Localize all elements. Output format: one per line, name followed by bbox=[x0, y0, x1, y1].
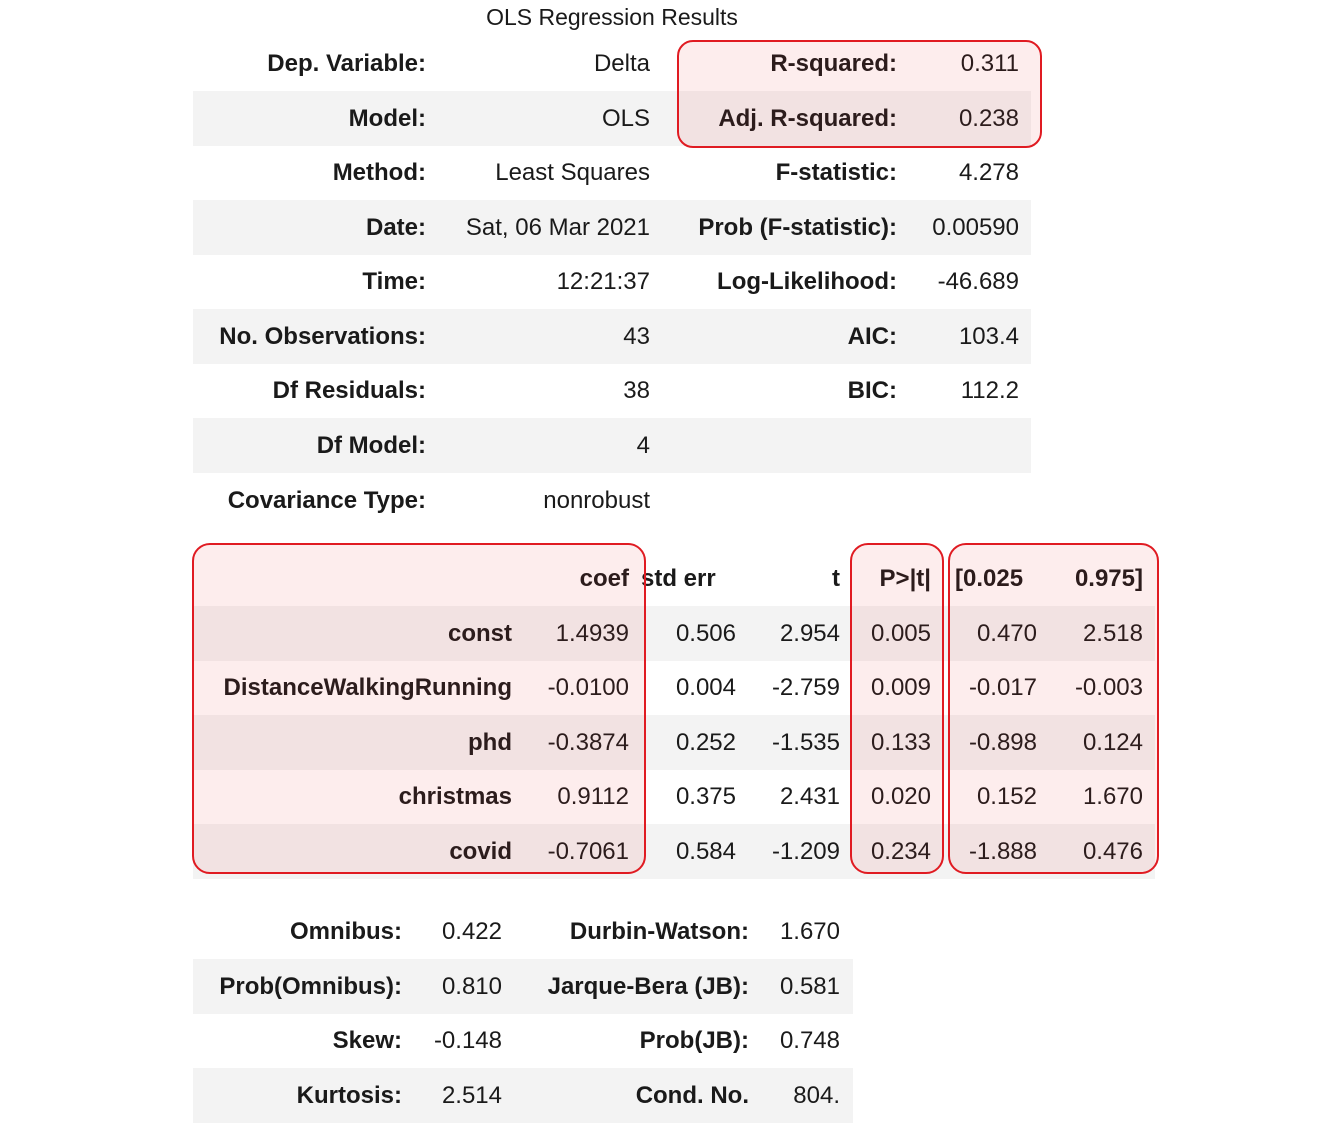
std-err-value: 0.506 bbox=[675, 620, 736, 647]
summary-value: 4 bbox=[636, 432, 650, 459]
p-value: 0.020 bbox=[870, 783, 931, 810]
diagnostic-label: Jarque-Bera (JB): bbox=[547, 973, 749, 1000]
variable-name: christmas bbox=[398, 783, 512, 810]
ci-lower-value: -1.888 bbox=[968, 838, 1037, 865]
summary-value: Least Squares bbox=[495, 159, 650, 186]
summary-label: F-statistic: bbox=[775, 159, 897, 186]
summary-label: AIC: bbox=[847, 323, 897, 350]
variable-name: const bbox=[447, 620, 512, 647]
summary-value: 0.311 bbox=[960, 50, 1019, 77]
table-row bbox=[193, 606, 1155, 661]
p-value: 0.133 bbox=[870, 729, 931, 756]
variable-name: DistanceWalkingRunning bbox=[223, 674, 512, 701]
t-value: -1.209 bbox=[771, 838, 840, 865]
coef-value: -0.0100 bbox=[547, 674, 629, 701]
diagnostics-row bbox=[193, 959, 853, 1014]
summary-row bbox=[193, 309, 1031, 364]
coef-value: -0.3874 bbox=[547, 729, 629, 756]
table-row bbox=[193, 660, 1155, 715]
diagnostic-value: 0.581 bbox=[779, 973, 840, 1000]
summary-label bbox=[650, 473, 897, 528]
coef-header-row bbox=[193, 551, 1155, 606]
p-value: 0.005 bbox=[870, 620, 931, 647]
ci-lower-value: -0.898 bbox=[968, 729, 1037, 756]
summary-label: BIC: bbox=[847, 377, 897, 404]
coef-value: 1.4939 bbox=[555, 620, 629, 647]
summary-table bbox=[193, 36, 1031, 528]
ci-lower-value: -0.017 bbox=[968, 674, 1037, 701]
summary-label: Model: bbox=[348, 105, 426, 132]
diagnostic-label: Kurtosis: bbox=[296, 1082, 402, 1109]
coef-header: coef bbox=[579, 565, 629, 592]
std-err-value: 0.252 bbox=[675, 729, 736, 756]
summary-label: Covariance Type: bbox=[227, 487, 426, 514]
diagnostic-value: 0.422 bbox=[441, 918, 502, 945]
summary-row bbox=[193, 91, 1031, 146]
summary-value: -46.689 bbox=[937, 268, 1019, 295]
summary-label: Df Model: bbox=[316, 432, 426, 459]
p-value: 0.009 bbox=[870, 674, 931, 701]
diagnostic-value: 0.748 bbox=[779, 1027, 840, 1054]
diagnostic-label: Durbin-Watson: bbox=[569, 918, 749, 945]
std-err-value: 0.584 bbox=[675, 838, 736, 865]
table-title: OLS Regression Results bbox=[486, 4, 738, 30]
summary-label: Prob (F-statistic): bbox=[698, 214, 897, 241]
coef-header: [0.025 bbox=[955, 565, 1024, 592]
ci-upper-value: 0.476 bbox=[1082, 838, 1143, 865]
table-row bbox=[193, 769, 1155, 824]
t-value: 2.431 bbox=[779, 783, 840, 810]
summary-value: 43 bbox=[623, 323, 650, 350]
diagnostic-label: Omnibus: bbox=[290, 918, 402, 945]
summary-label: Date: bbox=[365, 214, 426, 241]
summary-row bbox=[193, 473, 1031, 528]
std-err-value: 0.375 bbox=[675, 783, 736, 810]
summary-row bbox=[193, 418, 1031, 473]
summary-value: 4.278 bbox=[958, 159, 1019, 186]
summary-label: Method: bbox=[332, 159, 426, 186]
coef-header: std err bbox=[641, 565, 716, 592]
coef-header: P>|t| bbox=[879, 565, 931, 592]
ci-upper-value: 1.670 bbox=[1082, 783, 1143, 810]
summary-label: Time: bbox=[362, 268, 426, 295]
summary-value: 0.238 bbox=[958, 105, 1019, 132]
summary-value: 103.4 bbox=[958, 323, 1019, 350]
coef-value: -0.7061 bbox=[547, 838, 629, 865]
std-err-value: 0.004 bbox=[675, 674, 736, 701]
ci-upper-value: -0.003 bbox=[1074, 674, 1143, 701]
diagnostic-value: 2.514 bbox=[441, 1082, 502, 1109]
t-value: -1.535 bbox=[771, 729, 840, 756]
diagnostics-table bbox=[193, 904, 853, 1122]
table-row bbox=[193, 715, 1155, 770]
diagnostics-row bbox=[193, 904, 853, 959]
variable-name: phd bbox=[468, 729, 512, 756]
t-value: -2.759 bbox=[771, 674, 840, 701]
ci-lower-value: 0.470 bbox=[976, 620, 1037, 647]
t-value: 2.954 bbox=[779, 620, 840, 647]
coefficient-table bbox=[193, 551, 1155, 879]
diagnostics-row bbox=[193, 1068, 853, 1123]
coef-header: t bbox=[832, 565, 840, 592]
diagnostics-row bbox=[193, 1013, 853, 1068]
table-row bbox=[193, 824, 1155, 879]
diagnostic-value: 804. bbox=[793, 1082, 840, 1109]
summary-value bbox=[897, 473, 1019, 528]
coef-header bbox=[193, 551, 512, 606]
diagnostic-value: -0.148 bbox=[433, 1027, 502, 1054]
ci-upper-value: 0.124 bbox=[1082, 729, 1143, 756]
diagnostic-value: 0.810 bbox=[441, 973, 502, 1000]
summary-label: No. Observations: bbox=[219, 323, 426, 350]
variable-name: covid bbox=[449, 838, 512, 865]
summary-row bbox=[193, 145, 1031, 200]
summary-label: Adj. R-squared: bbox=[718, 105, 897, 132]
diagnostic-label: Prob(JB): bbox=[639, 1027, 749, 1054]
ci-upper-value: 2.518 bbox=[1082, 620, 1143, 647]
summary-label: R-squared: bbox=[770, 50, 897, 77]
summary-value: 0.00590 bbox=[932, 214, 1019, 241]
summary-label bbox=[650, 418, 897, 473]
summary-value: 112.2 bbox=[960, 377, 1019, 404]
coef-value: 0.9112 bbox=[557, 783, 629, 810]
diagnostic-value: 1.670 bbox=[779, 918, 840, 945]
p-value: 0.234 bbox=[870, 838, 931, 865]
summary-value: Delta bbox=[593, 50, 650, 77]
diagnostic-label: Skew: bbox=[332, 1027, 402, 1054]
summary-value bbox=[897, 418, 1019, 473]
ci-lower-value: 0.152 bbox=[976, 783, 1037, 810]
diagnostic-label: Cond. No. bbox=[635, 1082, 749, 1109]
summary-row bbox=[193, 254, 1031, 309]
coef-header: 0.975] bbox=[1074, 565, 1143, 592]
summary-value: 38 bbox=[623, 377, 650, 404]
summary-label: Log-Likelihood: bbox=[717, 268, 897, 295]
summary-value: nonrobust bbox=[543, 487, 650, 514]
summary-value: Sat, 06 Mar 2021 bbox=[465, 214, 650, 241]
summary-value: 12:21:37 bbox=[556, 268, 650, 295]
summary-row bbox=[193, 200, 1031, 255]
summary-row bbox=[193, 36, 1031, 91]
summary-label: Dep. Variable: bbox=[267, 50, 426, 77]
diagnostic-label: Prob(Omnibus): bbox=[219, 973, 402, 1000]
summary-label: Df Residuals: bbox=[272, 377, 426, 404]
summary-row bbox=[193, 363, 1031, 418]
summary-value: OLS bbox=[601, 105, 650, 132]
